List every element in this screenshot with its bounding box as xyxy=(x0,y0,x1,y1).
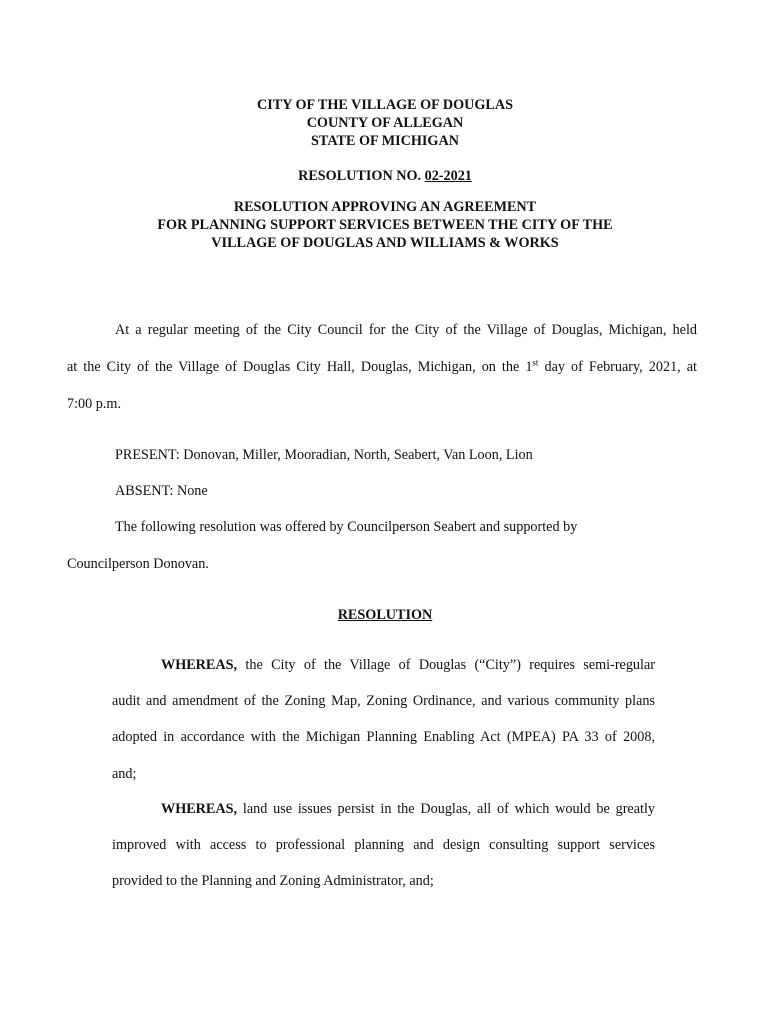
resolution-prefix: RESOLUTION NO. xyxy=(298,168,425,184)
intro-ordinal: st xyxy=(532,357,539,368)
header-state: STATE OF MICHIGAN xyxy=(311,133,459,149)
resolution-number: 02-2021 xyxy=(424,168,472,184)
whereas-1-line-1-rest: the City of the Village of Douglas (“City”) requires semi-regular xyxy=(237,657,655,673)
intro-line-2-b: day of February, 2021, at xyxy=(538,359,697,375)
whereas-1-line-1 xyxy=(161,657,655,674)
resolution-number-line xyxy=(0,168,770,185)
header-city: CITY OF THE VILLAGE OF DOUGLAS xyxy=(256,97,514,113)
intro-line-2 xyxy=(67,359,697,376)
offered-line-1: The following resolution was offered by Councilperson Seabert and supported by xyxy=(115,519,578,535)
whereas-2-line-2: improved with access to professional planning and design consulting support services xyxy=(112,837,655,853)
whereas-2-lead: WHEREAS, xyxy=(161,801,238,817)
intro-line-3: 7:00 p.m. xyxy=(67,396,121,412)
header-county: COUNTY OF ALLEGAN xyxy=(306,115,464,131)
whereas-2-line-3: provided to the Planning and Zoning Administrator, and; xyxy=(112,873,434,889)
present-line: PRESENT: Donovan, Miller, Mooradian, North, Seabert, Van Loon, Lion xyxy=(115,447,533,463)
whereas-1-line-2: audit and amendment of the Zoning Map, Zoning Ordinance, and various community plans xyxy=(112,693,655,709)
resolution-heading: RESOLUTION xyxy=(337,607,433,623)
whereas-1-line-4: and; xyxy=(112,766,137,782)
title-line-2: FOR PLANNING SUPPORT SERVICES BETWEEN THE CITY OF THE xyxy=(157,217,613,233)
intro-line-1: At a regular meeting of the City Council for the City of the Village of Douglas, Michigan, held xyxy=(115,322,697,338)
offered-line-2: Councilperson Donovan. xyxy=(67,556,209,572)
absent-line: ABSENT: None xyxy=(115,483,208,499)
intro-line-2-a: at the City of the Village of Douglas City Hall, Douglas, Michigan, on the 1 xyxy=(67,359,533,375)
whereas-1-lead: WHEREAS, xyxy=(161,657,238,673)
title-line-3: VILLAGE OF DOUGLAS AND WILLIAMS & WORKS xyxy=(211,235,559,251)
whereas-2-line-1 xyxy=(161,801,655,818)
title-line-1: RESOLUTION APPROVING AN AGREEMENT xyxy=(233,199,537,215)
whereas-1-line-3: adopted in accordance with the Michigan Planning Enabling Act (MPEA) PA 33 of 2008, xyxy=(112,729,655,745)
whereas-2-line-1-rest: land use issues persist in the Douglas, all of which would be greatly xyxy=(237,801,655,817)
